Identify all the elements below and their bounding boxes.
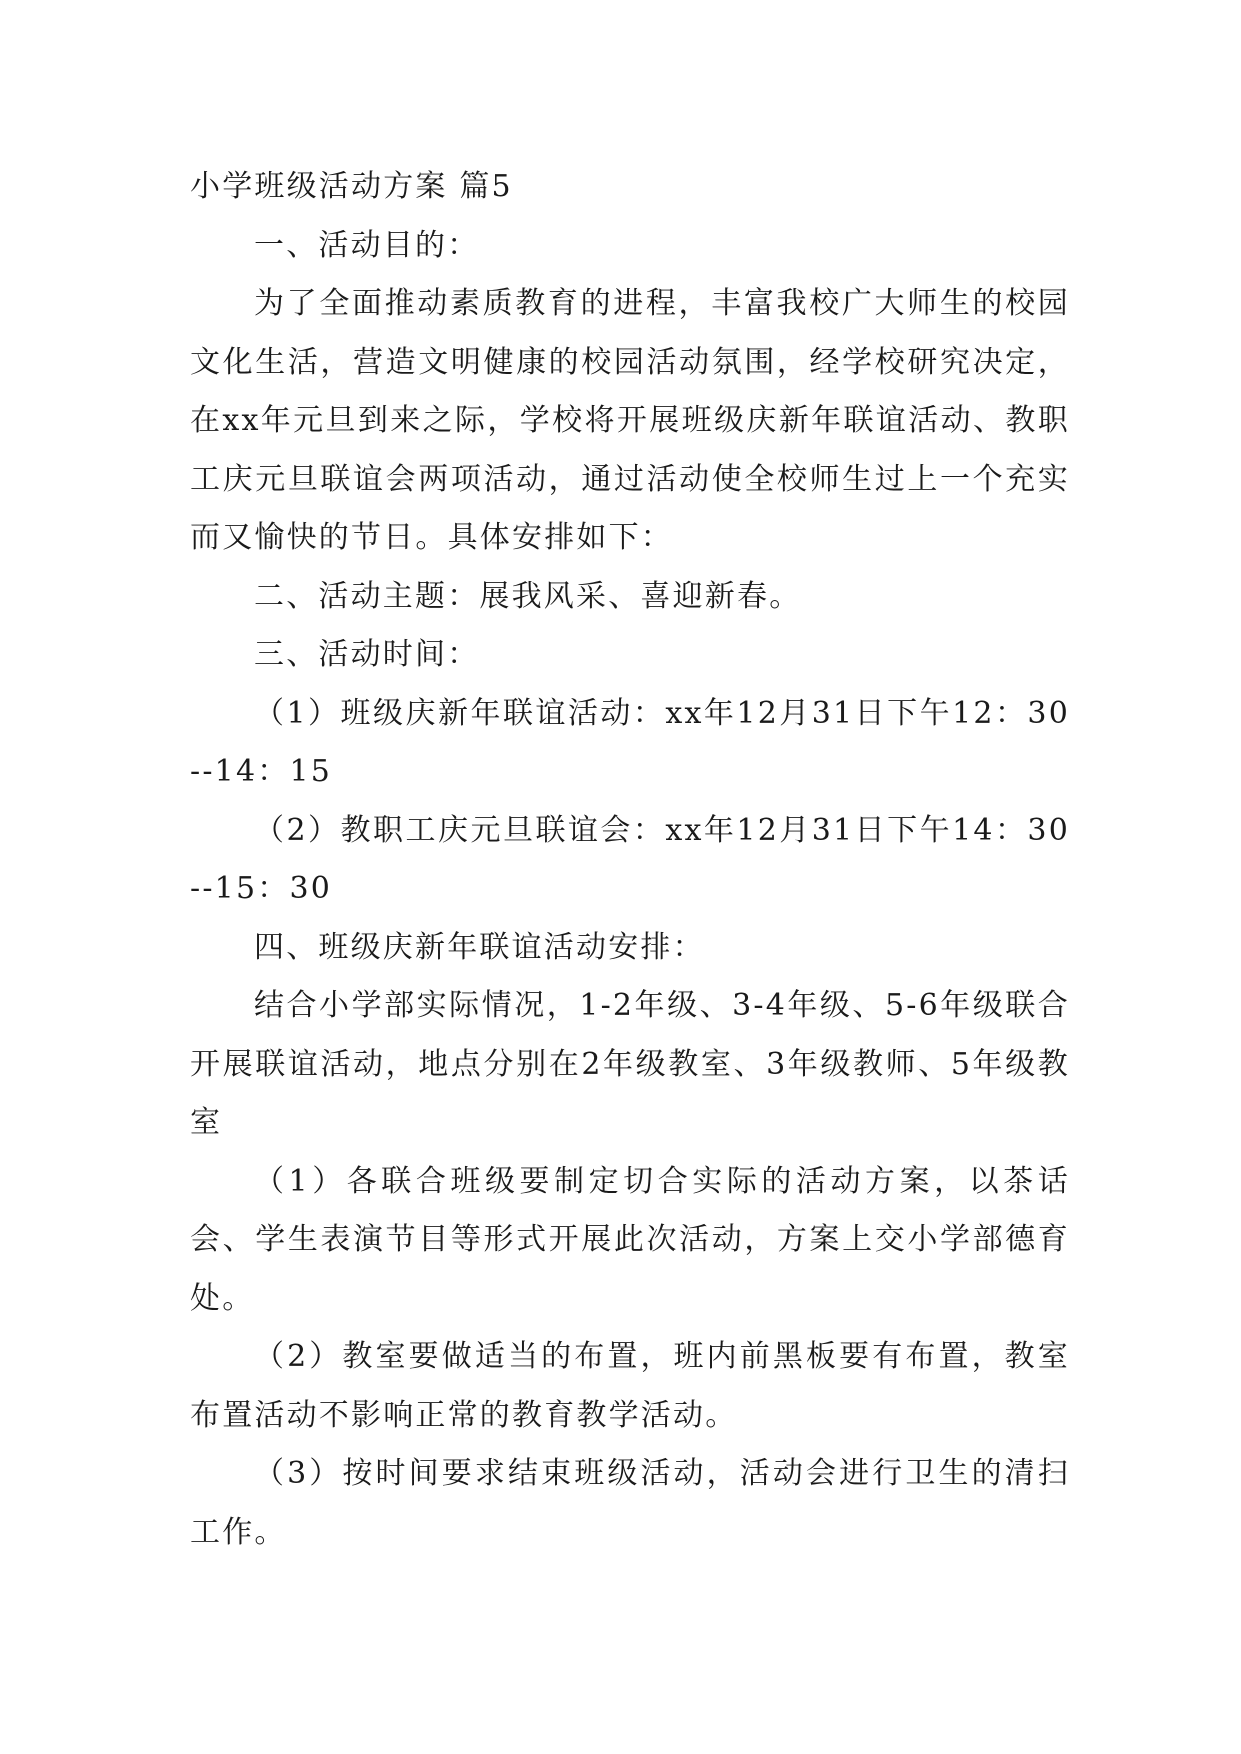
paragraph-arrangement-item-3: （3）按时间要求结束班级活动，活动会进行卫生的清扫工作。	[190, 1456, 1070, 1550]
document-body	[190, 158, 1070, 1562]
section-heading-theme: 二、活动主题：展我风采、喜迎新春。	[254, 578, 802, 614]
paragraph-arrangement-item-2: （2）教室要做适当的布置，班内前黑板要有布置，教室布置活动不影响正常的教育教学活动。	[190, 1339, 1070, 1433]
paragraph-arrangement: 结合小学部实际情况，1-2年级、3-4年级、5-6年级联合开展联谊活动，地点分别在2年级教室、3年级教师、5年级教室	[190, 988, 1070, 1140]
paragraph-time-class-event: （1）班级庆新年联谊活动：xx年12月31日下午12：30--14：15	[190, 695, 1070, 789]
paragraph-arrangement-item-1: （1）各联合班级要制定切合实际的活动方案，以茶话会、学生表演节目等形式开展此次活动，方案上交小学部德育处。	[190, 1163, 1070, 1316]
section-heading-time: 三、活动时间：	[254, 637, 480, 672]
document-title: 小学班级活动方案 篇5	[190, 169, 513, 204]
paragraph-time-staff-event: （2）教职工庆元旦联谊会：xx年12月31日下午14：30--15：30	[190, 812, 1070, 906]
section-heading-arrangement: 四、班级庆新年联谊活动安排：	[254, 929, 705, 965]
paragraph-purpose: 为了全面推动素质教育的进程，丰富我校广大师生的校园文化生活，营造文明健康的校园活动氛围，经学校研究决定，在xx年元旦到来之际，学校将开展班级庆新年联谊活动、教职工庆元旦联谊会两项活动，通过活动使全校师生过上一个充实而又愉快的节日。具体安排如下：	[190, 286, 1070, 555]
section-heading-purpose: 一、活动目的：	[254, 227, 480, 263]
